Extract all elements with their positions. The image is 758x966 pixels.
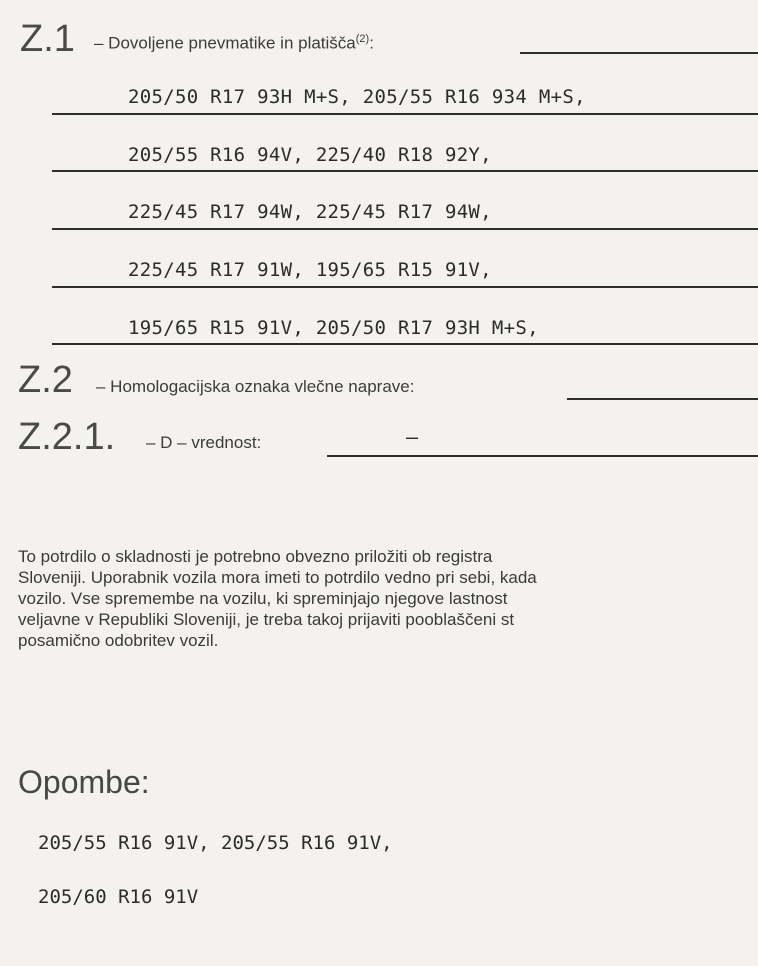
fill-line-z1 [520,52,758,54]
z1-colon: : [369,33,374,53]
paragraph-line: To potrdilo o skladnosti je potrebno obvezno priložiti ob registra [18,547,493,566]
tire-row-5: 195/65 R15 91V, 205/50 R17 93H M+S, [128,317,539,339]
paragraph-line: vozilo. Vse spremembe na vozilu, ki spreminjajo njegove lastnost [18,589,508,608]
section-label-z2: Z.2 [18,359,73,401]
row-line-5 [52,343,758,345]
fill-line-z21 [327,455,758,457]
paragraph-line: veljavne v Republiki Sloveniji, je treba takoj prijaviti pooblaščeni st [18,610,515,629]
tire-row-3: 225/45 R17 94W, 225/45 R17 94W, [128,201,492,223]
d-value: – [406,425,419,449]
tire-row-4: 225/45 R17 91W, 195/65 R15 91V, [128,259,492,281]
footnote-marker: (2) [355,33,370,45]
section-title-z21: – D – vrednost: [146,433,262,452]
tire-row-2: 205/55 R16 94V, 225/40 R18 92Y, [128,144,492,166]
section-title-z1 [94,33,374,54]
row-line-4 [52,286,758,288]
section-label-z1: Z.1 [20,18,75,60]
row-line-3 [52,228,758,230]
fill-line-z2 [567,398,758,400]
row-line-2 [52,170,758,172]
paragraph-line: posamično odobritev vozil. [18,631,219,650]
section-label-z21: Z.2.1. [18,416,116,458]
opombe-line-2: 205/60 R16 91V [38,886,199,908]
paragraph-line: Sloveniji. Uporabnik vozila mora imeti to potrdilo vedno pri sebi, kada [18,568,537,587]
row-line-1 [52,113,758,115]
z1-title-text: – Dovoljene pnevmatike in platišča [94,33,356,53]
tire-row-1: 205/50 R17 93H M+S, 205/55 R16 934 M+S, [128,86,586,108]
opombe-heading: Opombe: [18,764,150,800]
notice-paragraph [18,546,758,651]
section-title-z2: – Homologacijska oznaka vlečne naprave: [96,377,415,396]
opombe-line-1: 205/55 R16 91V, 205/55 R16 91V, [38,832,393,854]
